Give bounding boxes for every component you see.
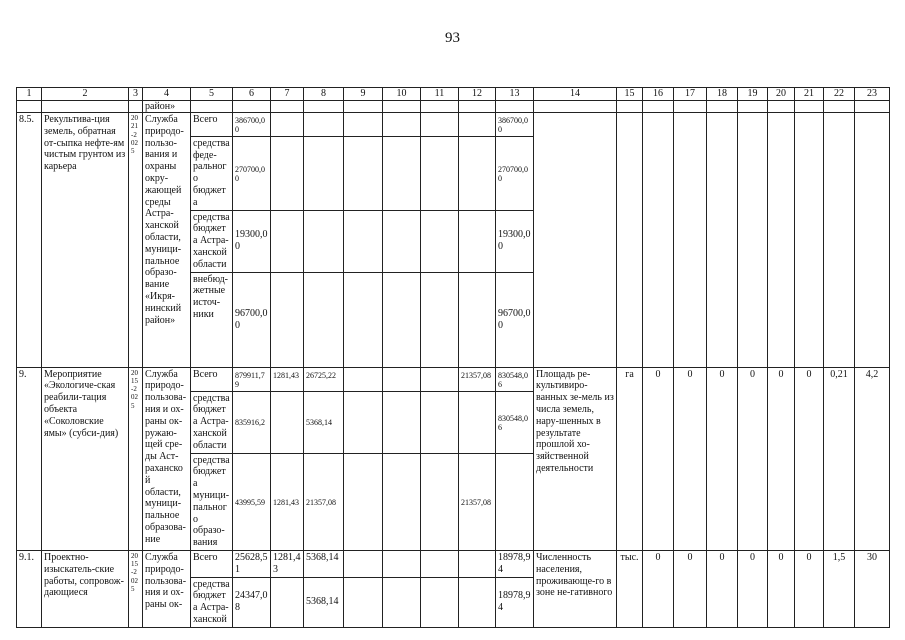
value-cell: 0 — [795, 550, 824, 627]
source-label: средства бюджета Астра-ханской — [191, 577, 233, 627]
col-header: 23 — [855, 88, 890, 101]
unit-cell: тыс. — [617, 550, 643, 627]
amount-cell: 830548,06 — [496, 391, 534, 453]
value-cell: 0,21 — [824, 367, 855, 550]
value-cell: 4,2 — [855, 367, 890, 550]
col-header: 1 — [17, 88, 42, 101]
executor: Служба природо-пользо-вания и охраны окру-жающей среды Астра-ханской области, муници-пальное образо-вание «Икря-нинский район» — [143, 113, 191, 368]
amount-cell: 24347,08 — [233, 577, 271, 627]
col-header: 7 — [271, 88, 304, 101]
table-row — [17, 367, 890, 391]
col-header: 5 — [191, 88, 233, 101]
col-header: 10 — [383, 88, 421, 101]
col-header: 13 — [496, 88, 534, 101]
executor: Служба природо-пользова-ния и ох-раны ок- — [143, 550, 191, 627]
amount-cell: 26725,22 — [304, 367, 344, 391]
amount-cell: 1281,43 — [271, 453, 304, 550]
col-header: 22 — [824, 88, 855, 101]
amount-cell: 270700,00 — [233, 136, 271, 210]
amount-cell: 25628,51 — [233, 550, 271, 577]
col-header: 2 — [42, 88, 129, 101]
amount-cell: 1281,43 — [271, 550, 304, 577]
executor: Служба природо-пользова-ния и ох-раны ок-ружаю-щей сре-ды Аст-раханской области, муници-пальное образова-ние — [143, 367, 191, 550]
continuation-row — [17, 101, 890, 113]
col-header: 8 — [304, 88, 344, 101]
value-cell: 0 — [738, 367, 768, 550]
measure-name: Мероприятие «Экологиче-ская реабили-тация объекта «Соколовские ямы» (субси-дия) — [42, 367, 129, 550]
amount-cell: 5368,14 — [304, 391, 344, 453]
amount-cell: 21357,08 — [304, 453, 344, 550]
col-header: 16 — [643, 88, 674, 101]
value-cell: 1,5 — [824, 550, 855, 627]
value-cell: 0 — [795, 367, 824, 550]
amount-cell: 21357,08 — [459, 367, 496, 391]
amount-cell: 96700,00 — [233, 272, 271, 367]
amount-cell: 19300,00 — [496, 210, 534, 272]
col-header: 18 — [707, 88, 738, 101]
amount-cell: 18978,94 — [496, 577, 534, 627]
col-header: 3 — [129, 88, 143, 101]
value-cell: 0 — [768, 550, 795, 627]
col-header: 11 — [421, 88, 459, 101]
col-header: 12 — [459, 88, 496, 101]
value-cell: 0 — [674, 367, 707, 550]
value-cell: 0 — [674, 550, 707, 627]
value-cell: 0 — [707, 367, 738, 550]
indicator-text: Численность населения, проживающе-го в зоне не-гативного — [534, 550, 617, 627]
measure-name: Рекультива-ция земель, обратная от-сыпка нефте-ям чистым грунтом из карьера — [42, 113, 129, 368]
col-header: 6 — [233, 88, 271, 101]
amount-cell: 5368,14 — [304, 550, 344, 577]
amount-cell: 270700,00 — [496, 136, 534, 210]
col-header: 19 — [738, 88, 768, 101]
value-cell: 0 — [738, 550, 768, 627]
source-label: средства бюджета муници-пального образо-вания — [191, 453, 233, 550]
source-label: средства бюджета Астра-ханской области — [191, 210, 233, 272]
source-label: внебюд-жетные источ-ники — [191, 272, 233, 367]
page-number: 93 — [445, 30, 460, 46]
source-label: средства бюджета Астра-ханской области — [191, 391, 233, 453]
period: 2015-2025 — [129, 367, 143, 550]
amount-cell: 43995,59 — [233, 453, 271, 550]
table-row — [17, 113, 890, 137]
source-label: средства феде-рального бюджета — [191, 136, 233, 210]
row-number: 8.5. — [17, 113, 42, 368]
row-number: 9.1. — [17, 550, 42, 627]
unit-cell: га — [617, 367, 643, 550]
value-cell: 0 — [643, 550, 674, 627]
amount-cell: 19300,00 — [233, 210, 271, 272]
source-label: Всего — [191, 367, 233, 391]
amount-cell: 835916,2 — [233, 391, 271, 453]
amount-cell: 1281,43 — [271, 367, 304, 391]
table-row — [17, 550, 890, 577]
value-cell: 0 — [707, 550, 738, 627]
period: 2015-2025 — [129, 550, 143, 627]
continuation-text: район» — [143, 101, 191, 113]
amount-cell: 21357,08 — [459, 453, 496, 550]
col-header: 9 — [344, 88, 383, 101]
value-cell: 0 — [768, 367, 795, 550]
header-row — [17, 88, 890, 101]
period: 2021-2025 — [129, 113, 143, 368]
col-header: 17 — [674, 88, 707, 101]
amount-cell: 386700,00 — [496, 113, 534, 137]
measure-name: Проектно-изыскатель-ские работы, сопровож-дающиеся — [42, 550, 129, 627]
value-cell: 30 — [855, 550, 890, 627]
amount-cell: 830548,06 — [496, 367, 534, 391]
source-label: Всего — [191, 113, 233, 137]
amount-cell: 879911,79 — [233, 367, 271, 391]
row-number: 9. — [17, 367, 42, 550]
amount-cell: 18978,94 — [496, 550, 534, 577]
amount-cell: 5368,14 — [304, 577, 344, 627]
col-header: 15 — [617, 88, 643, 101]
amount-cell: 386700,00 — [233, 113, 271, 137]
program-table — [16, 87, 890, 628]
col-header: 4 — [143, 88, 191, 101]
col-header: 20 — [768, 88, 795, 101]
col-header: 21 — [795, 88, 824, 101]
amount-cell: 96700,00 — [496, 272, 534, 367]
col-header: 14 — [534, 88, 617, 101]
value-cell: 0 — [643, 367, 674, 550]
source-label: Всего — [191, 550, 233, 577]
indicator-text: Площадь ре-культивиро-ванных зе-мель из числа земель, нару-шенных в результате прошлой хо-зяйственной деятельности — [534, 367, 617, 550]
